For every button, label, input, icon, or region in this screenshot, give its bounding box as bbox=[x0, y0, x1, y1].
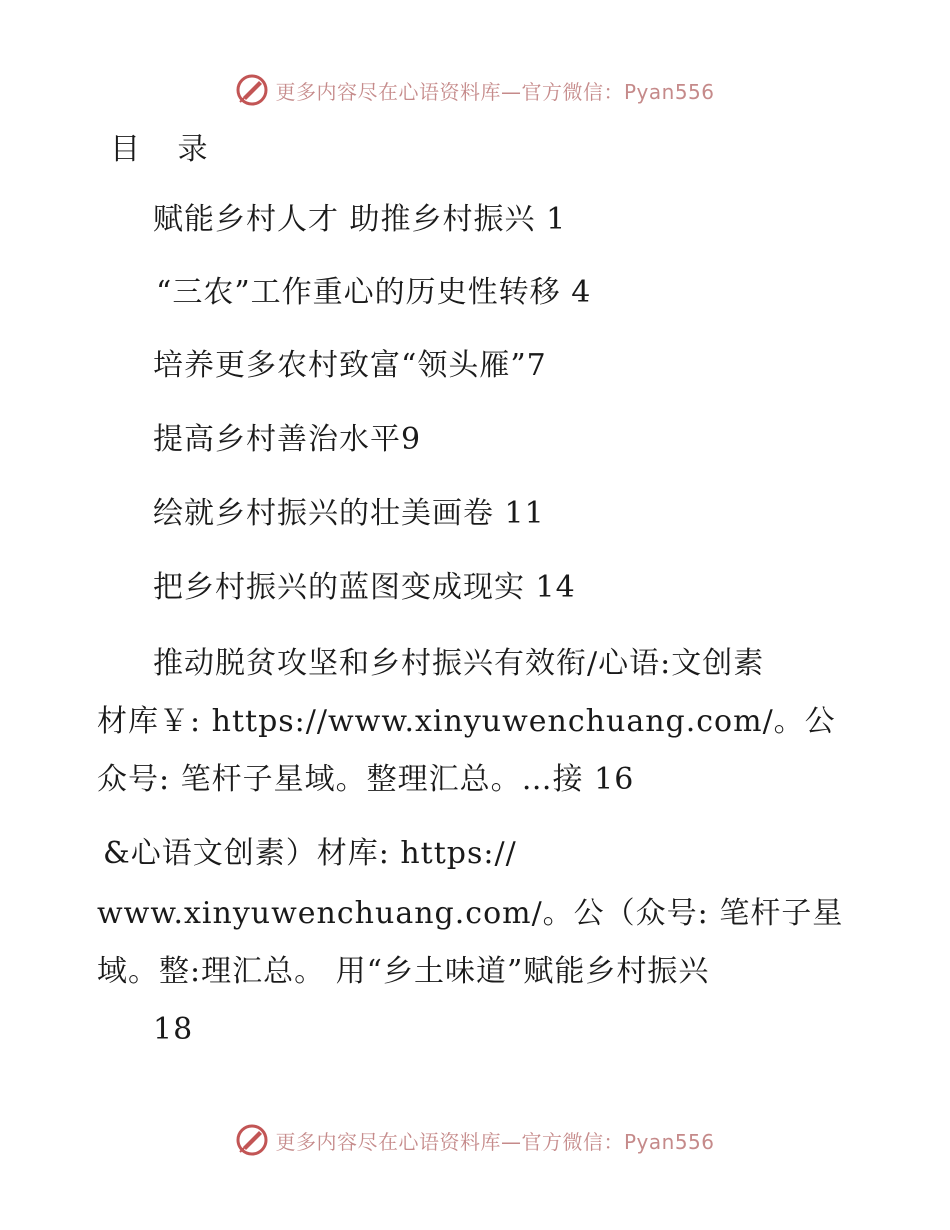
quill-logo-icon bbox=[235, 1123, 269, 1157]
footer-watermark bbox=[0, 1120, 950, 1160]
toc-paragraph-line: 18 bbox=[153, 1012, 194, 1047]
toc-entry: 培养更多农村致富“领头雁”7 bbox=[153, 348, 547, 383]
toc-entry: 绘就乡村振兴的壮美画卷 11 bbox=[153, 496, 545, 531]
watermark-text bbox=[275, 1126, 714, 1155]
watermark-label: 更多内容尽在心语资料库—官方微信： bbox=[275, 1129, 624, 1154]
watermark-label: 更多内容尽在心语资料库—官方微信： bbox=[275, 79, 624, 104]
toc-paragraph-line: www.xinyuwenchuang.com/。公（众号: 笔杆子星 bbox=[97, 896, 844, 931]
quill-logo-icon bbox=[235, 73, 269, 107]
toc-entry: “三农”工作重心的历史性转移 4 bbox=[156, 275, 592, 310]
toc-entry: 提高乡村善治水平9 bbox=[153, 422, 422, 457]
toc-paragraph-line: 推动脱贫攻坚和乡村振兴有效衔/心语:文创素 bbox=[153, 646, 765, 681]
watermark-handle: Pyan556 bbox=[623, 1129, 715, 1154]
toc-paragraph-line: 域。整:理汇总。 用“乡土味道”赋能乡村振兴 bbox=[97, 954, 710, 989]
watermark-handle: Pyan556 bbox=[623, 79, 715, 104]
toc-entry: 赋能乡村人才 助推乡村振兴 1 bbox=[153, 202, 567, 237]
toc-entry: 把乡村振兴的蓝图变成现实 14 bbox=[153, 570, 576, 605]
header-watermark bbox=[0, 70, 950, 110]
toc-paragraph-line: &心语文创素）材库: https:// bbox=[103, 836, 517, 871]
toc-heading: 目 录 bbox=[110, 132, 222, 167]
toc-paragraph-line: 众号: 笔杆子星域。整理汇总。…接 16 bbox=[97, 762, 635, 797]
watermark-text bbox=[275, 76, 714, 105]
toc-paragraph-line: 材库￥: https://www.xinyuwenchuang.com/。公 bbox=[97, 704, 836, 739]
